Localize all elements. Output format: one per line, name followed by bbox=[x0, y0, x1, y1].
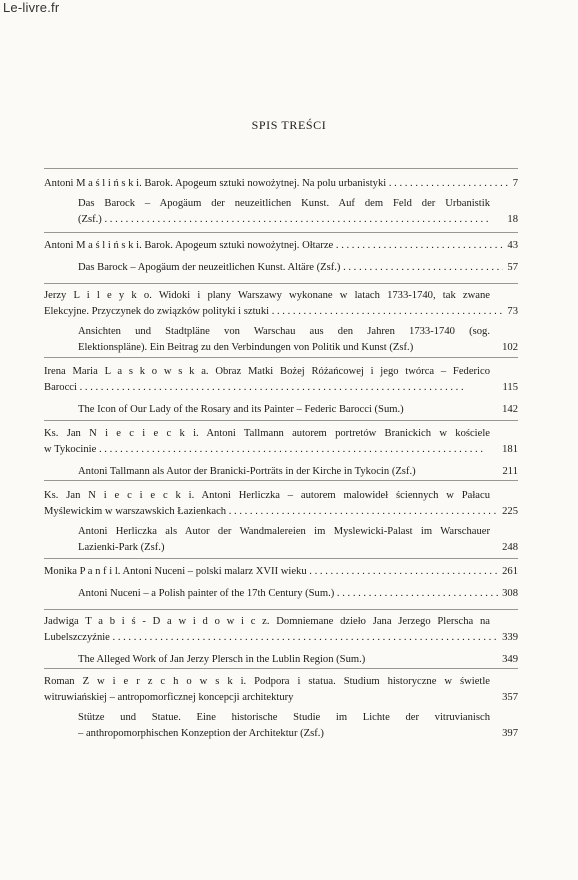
toc-entry bbox=[44, 614, 518, 668]
entry-title-cont: Lubelszczyźnie bbox=[44, 632, 110, 643]
entry-title: . Widoki i plany Warszawy wykonane w latach 1733-1740, tak zwane bbox=[149, 290, 490, 301]
entry-author: Roman Z w i e r z c h o w s k i bbox=[44, 676, 244, 687]
entry-summary-page: 349 bbox=[498, 652, 518, 668]
entry-author: Antoni M a ś l i ń s k i bbox=[44, 240, 140, 251]
divider bbox=[44, 609, 518, 610]
entry-title-cont: witruwiańskiej – antropomorficznej koncepcji architektury bbox=[44, 692, 294, 703]
entry-summary-page: 211 bbox=[499, 464, 519, 480]
entry-page: 73 bbox=[503, 304, 518, 320]
toc-entry bbox=[44, 238, 518, 276]
entry-title: . Barok. Apogeum sztuki nowożytnej. Ołtarze bbox=[139, 240, 334, 251]
entry-title: . Podpora i statua. Studium historyczne w świetle bbox=[243, 676, 491, 687]
entry-summary: Antoni Nuceni – a Polish painter of the 17th Century (Sum.) bbox=[78, 588, 335, 599]
entry-title: . Antoni Tallmann autorem portretów Branickich w kościele bbox=[196, 428, 490, 439]
entry-title-cont: Barocci bbox=[44, 382, 77, 393]
entry-summary: Ansichten und Stadtpläne von Warschau aus den Jahren 1733-1740 (sog. bbox=[78, 326, 490, 337]
entry-title-cont: w Tykocinie bbox=[44, 444, 97, 455]
entry-page: 357 bbox=[498, 690, 518, 706]
entry-summary-cont: – anthropomorphischen Konzeption der Architektur (Zsf.) bbox=[78, 728, 324, 739]
entry-page: 225 bbox=[498, 504, 518, 520]
entry-summary-cont: (Zsf.) bbox=[78, 214, 102, 225]
divider bbox=[44, 420, 518, 421]
page-title: SPIS TREŚCI bbox=[251, 118, 327, 132]
divider bbox=[44, 480, 518, 481]
watermark: Le-livre.fr bbox=[3, 0, 60, 15]
entry-page: 339 bbox=[498, 630, 518, 646]
entry-title: . Domniemane dzieło Jana Jerzego Plerscha na bbox=[266, 616, 490, 627]
divider bbox=[44, 283, 518, 284]
entry-summary: Das Barock – Apogäum der neuzeitlichen Kunst. Altäre (Zsf.) bbox=[78, 262, 341, 273]
entry-summary-page: 57 bbox=[503, 260, 518, 276]
entry-summary: Antoni Tallmann als Autor der Branicki-Porträts in der Kirche in Tykocin (Zsf.) bbox=[78, 466, 416, 477]
entry-page: 7 bbox=[509, 176, 518, 192]
divider bbox=[44, 168, 518, 169]
entry-title: . Barok. Apogeum sztuki nowożytnej. Na polu urbanistyki bbox=[139, 178, 387, 189]
divider bbox=[44, 668, 518, 669]
entry-page: 43 bbox=[503, 238, 518, 254]
entry-author: Ks. Jan N i e c i e c k i bbox=[44, 490, 192, 501]
toc-entry bbox=[44, 288, 518, 356]
entry-summary: Das Barock – Apogäum der neuzeitlichen Kunst. Auf dem Feld der Urbanistik bbox=[78, 198, 490, 209]
entry-title-cont: Elekcyjne. Przyczynek do związków polityki i sztuki bbox=[44, 306, 270, 317]
entry-author: Jerzy L i l e y k o bbox=[44, 290, 150, 301]
divider bbox=[44, 357, 518, 358]
entry-summary: Antoni Herliczka als Autor der Wandmalereien im Myslewicki-Palast im Warschauer bbox=[78, 526, 490, 537]
entry-title-cont: Myślewickim w warszawskich Łazienkach bbox=[44, 506, 227, 517]
entry-line bbox=[44, 176, 518, 192]
entry-summary-cont: Lazienki-Park (Zsf.) bbox=[78, 542, 165, 553]
entry-summary-page: 397 bbox=[498, 726, 518, 742]
toc-entry bbox=[44, 674, 518, 742]
entry-summary-page: 142 bbox=[498, 402, 518, 418]
entry-author: Jadwiga T a b i ś - D a w i d o w i c z bbox=[44, 616, 267, 627]
entry-title: . Antoni Herliczka – autorem malowideł ściennych w Pałacu bbox=[191, 490, 490, 501]
entry-summary: The Icon of Our Lady of the Rosary and its Painter – Federic Barocci (Sum.) bbox=[78, 404, 404, 415]
toc-entry bbox=[44, 176, 518, 228]
entry-summary-page: 248 bbox=[498, 540, 518, 556]
entry-page: 115 bbox=[499, 380, 519, 396]
entry-page: 261 bbox=[498, 564, 518, 580]
entry-author: Antoni M a ś l i ń s k i bbox=[44, 178, 140, 189]
entry-summary-page: 308 bbox=[498, 586, 518, 602]
toc-entry bbox=[44, 488, 518, 556]
entry-title: . Antoni Nuceni – polski malarz XVII wieku bbox=[117, 566, 307, 577]
entry-author: Ks. Jan N i e c i e c k i bbox=[44, 428, 197, 439]
entry-author: Monika P a n f i l bbox=[44, 566, 118, 577]
entry-author: Irena Maria L a s k o w s k a bbox=[44, 366, 206, 377]
toc-entry bbox=[44, 364, 518, 418]
entry-summary-page: 18 bbox=[503, 212, 518, 228]
entry-summary: The Alleged Work of Jan Jerzy Plersch in the Lublin Region (Sum.) bbox=[78, 654, 366, 665]
toc-entry bbox=[44, 426, 518, 480]
entry-summary-page: 102 bbox=[498, 340, 518, 356]
divider bbox=[44, 558, 518, 559]
entry-summary-cont: Elektionspläne). Ein Beitrag zu den Verbindungen von Politik und Kunst (Zsf.) bbox=[78, 342, 414, 353]
entry-page: 181 bbox=[498, 442, 518, 458]
entry-summary: Stütze und Statue. Eine historische Studie im Lichte der vitruvianisch bbox=[78, 712, 490, 723]
divider bbox=[44, 232, 518, 233]
toc-entry bbox=[44, 564, 518, 602]
entry-title: . Obraz Matki Bożej Różańcowej i jego twórca – Federico bbox=[205, 366, 490, 377]
